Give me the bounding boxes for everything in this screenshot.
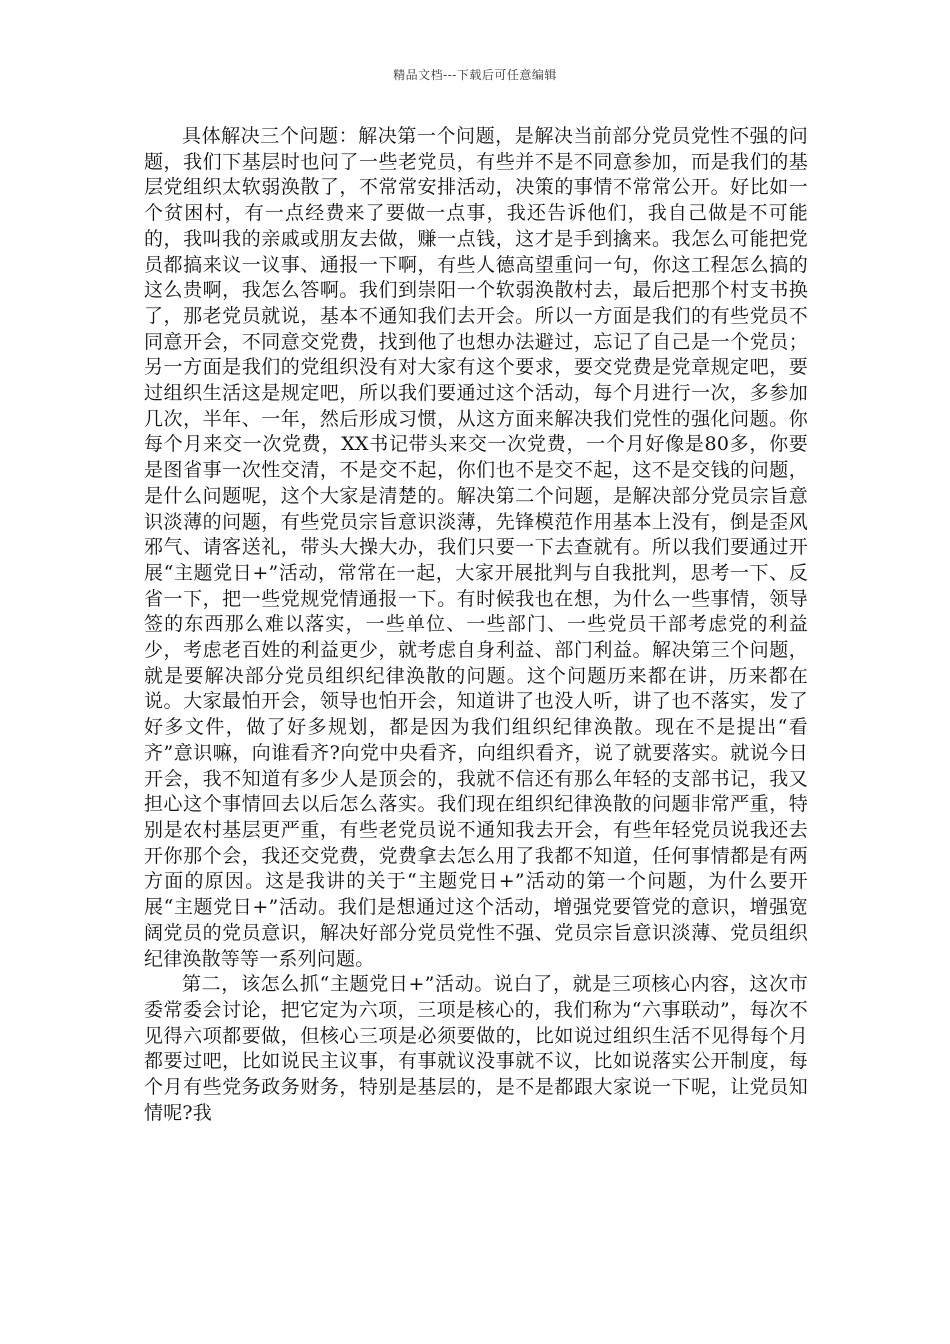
document-body (144, 124, 808, 1126)
paragraph: 具体解决三个问题：解决第一个问题，是解决当前部分党员党性不强的问题，我们下基层时也问了一些老党员，有些并不是不同意参加，而是我们的基层党组织太软弱涣散了，不常常安排活动，决策的事情不常常公开。好比如一个贫困村，有一点经费来了要做一点事，我还告诉他们，我自己做是不可能的，我叫我的亲戚或朋友去做，赚一点钱，这才是手到擒来。我怎么可能把党员都搞来议一议事、通报一下啊，有些人德高望重问一句，你这工程怎么搞的这么贵啊，我怎么答啊。我们到崇阳一个软弱涣散村去，最后把那个村支书换了，那老党员就说，基本不通知我们去开会。所以一方面是我们的有些党员不同意开会，不同意交党费，找到他了也想办法避过，忘记了自己是一个党员；另一方面是我们的党组织没有对大家有这个要求，要交党费是党章规定吧，要过组织生活这是规定吧，所以我们要通过这个活动，每个月进行一次，多参加几次，半年、一年，然后形成习惯，从这方面来解决我们党性的强化问题。你每个月来交一次党费，XX书记带头来交一次党费，一个月好像是80多，你要是图省事一次性交清，不是交不起，你们也不是交不起，这不是交钱的问题，是什么问题呢，这个大家是清楚的。解决第二个问题，是解决部分党员宗旨意识淡薄的问题，有些党员宗旨意识淡薄，先锋模范作用基本上没有，倒是歪风邪气、请客送礼，带头大操大办，我们只要一下去查就有。所以我们要通过开展“主题党日+”活动，常常在一起，大家开展批判与自我批判，思考一下、反省一下，把一些党规党情通报一下。有时候我也在想，为什么一些事情，领导签的东西那么难以落实，一些单位、一些部门、一些党员干部考虑党的利益少，考虑老百姓的利益更少，就考虑自身利益、部门利益。解决第三个问题，就是要解决部分党员组织纪律涣散的问题。这个问题历来都在讲，历来都在说。大家最怕开会，领导也怕开会，知道讲了也没人听，讲了也不落实，发了好多文件，做了好多规划，都是因为我们组织纪律涣散。现在不是提出“看齐”意识嘛，向谁看齐?向党中央看齐，向组织看齐，说了就要落实。就说今日开会，我不知道有多少人是顶会的，我就不信还有那么年轻的支部书记，我又担心这个事情回去以后怎么落实。我们现在组织纪律涣散的问题非常严重，特别是农村基层更严重，有些老党员说不通知我去开会，有些年轻党员说我还去开你那个会，我还交党费，党费拿去怎么用了我都不知道，任何事情都是有两方面的原因。这是我讲的关于“主题党日+”活动的第一个问题，为什么要开展“主题党日+”活动。我们是想通过这个活动，增强党要管党的意识，增强宽阔党员的党员意识，解决好部分党员党性不强、党员宗旨意识淡薄、党员组织纪律涣散等等一系列问题。 (144, 125, 808, 970)
page-header: 精品文档---下载后可任意编辑 (393, 68, 557, 82)
paragraph: 第二，该怎么抓“主题党日+”活动。说白了，就是三项核心内容，这次市委常委会讨论，把它定为六项，三项是核心的，我们称为“六事联动”，每次不见得六项都要做，但核心三项是必须要做的，比如说过组织生活不见得每个月都要过吧，比如说民主议事，有事就议没事就不议，比如说落实公开制度，每个月有些党务政务财务，特别是基层的，是不是都跟大家说一下呢，让党员知情呢?我 (144, 973, 808, 1124)
